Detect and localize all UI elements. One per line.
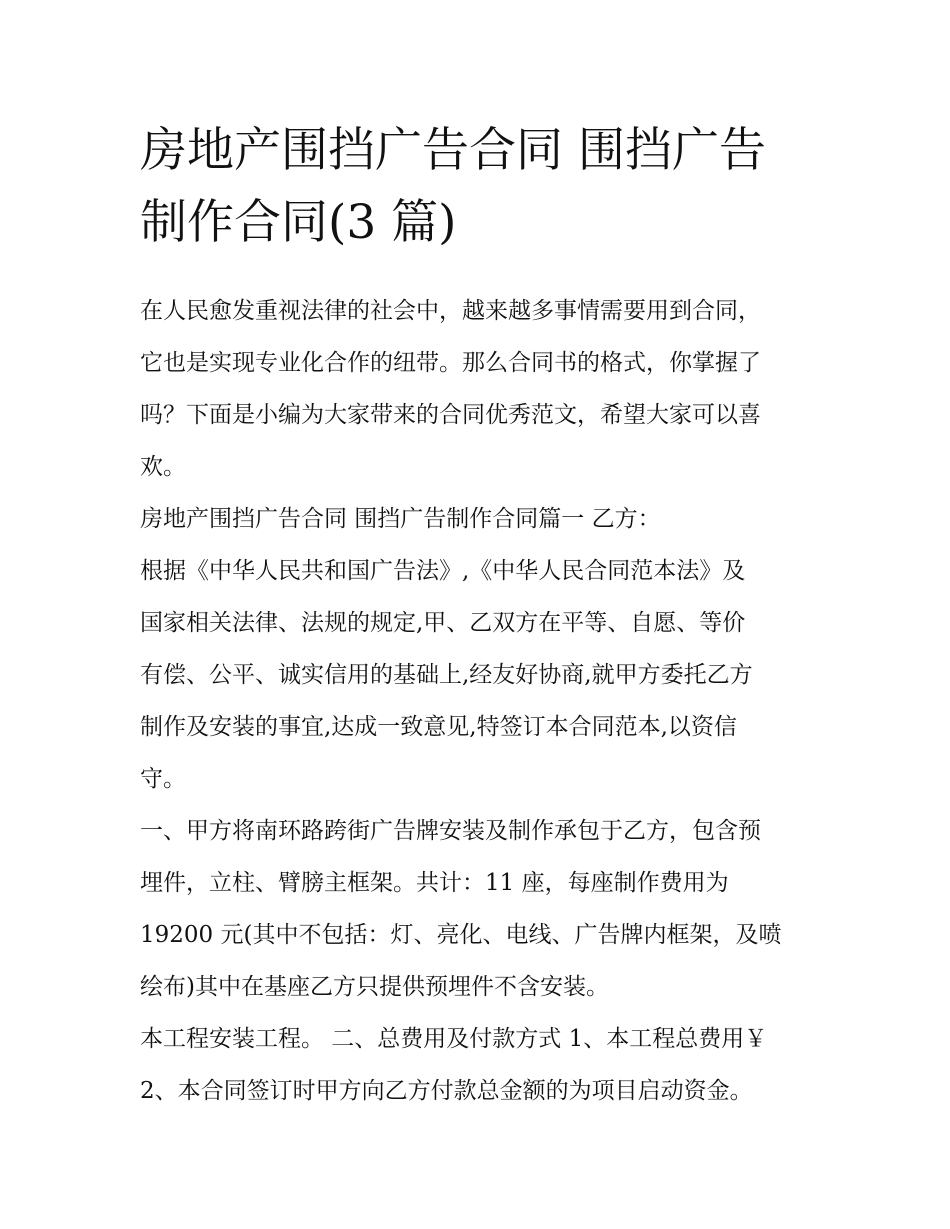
intro-line: 它也是实现专业化合作的纽带。那么合同书的格式，你掌握了 (140, 350, 761, 376)
clause-two-paragraph (140, 1013, 815, 1117)
title-line-1: 房地产围挡广告合同 围挡广告 (140, 123, 766, 178)
clause-two-line: 2、本合同签订时甲方向乙方付款总金额的为项目启动资金。 (140, 1078, 753, 1104)
intro-line: 吗？下面是小编为大家带来的合同优秀范文，希望大家可以喜 (140, 402, 761, 428)
clause-one-paragraph (140, 805, 815, 1013)
clause-one-line: 19200 元(其中不包括：灯、亮化、电线、广告牌内框架，及喷 (140, 922, 782, 948)
section-heading-text: 房地产围挡广告合同 围挡广告制作合同篇一 乙方： (140, 506, 661, 532)
preamble-line: 国家相关法律、法规的规定,甲、乙双方在平等、自愿、等价 (140, 610, 746, 636)
preamble-line: 守。 (140, 766, 186, 792)
preamble-line: 有偿、公平、诚实信用的基础上,经友好协商,就甲方委托乙方 (140, 662, 753, 688)
clause-one-line: 绘布)其中在基座乙方只提供预埋件不含安装。 (140, 974, 609, 1000)
preamble-paragraph (140, 545, 815, 805)
intro-paragraph (140, 285, 815, 493)
clause-one-line: 一、甲方将南环路跨街广告牌安装及制作承包于乙方，包含预 (140, 818, 761, 844)
clause-one-line: 埋件，立柱、臂膀主框架。共计：11 座，每座制作费用为 (140, 870, 729, 896)
clause-two-line: 本工程安装工程。 二、总费用及付款方式 1、本工程总费用￥ (140, 1026, 768, 1052)
document-title (140, 115, 820, 259)
section-heading (140, 493, 815, 545)
title-line-2: 制作合同(3 篇) (140, 195, 457, 250)
document-body (140, 115, 820, 1117)
preamble-line: 制作及安装的事宜,达成一致意见,特签订本合同范本,以资信 (140, 714, 737, 740)
intro-line: 在人民愈发重视法律的社会中，越来越多事情需要用到合同， (140, 298, 761, 324)
preamble-line: 根据《中华人民共和国广告法》,《中华人民合同范本法》及 (140, 558, 746, 584)
intro-line: 欢。 (140, 454, 186, 480)
